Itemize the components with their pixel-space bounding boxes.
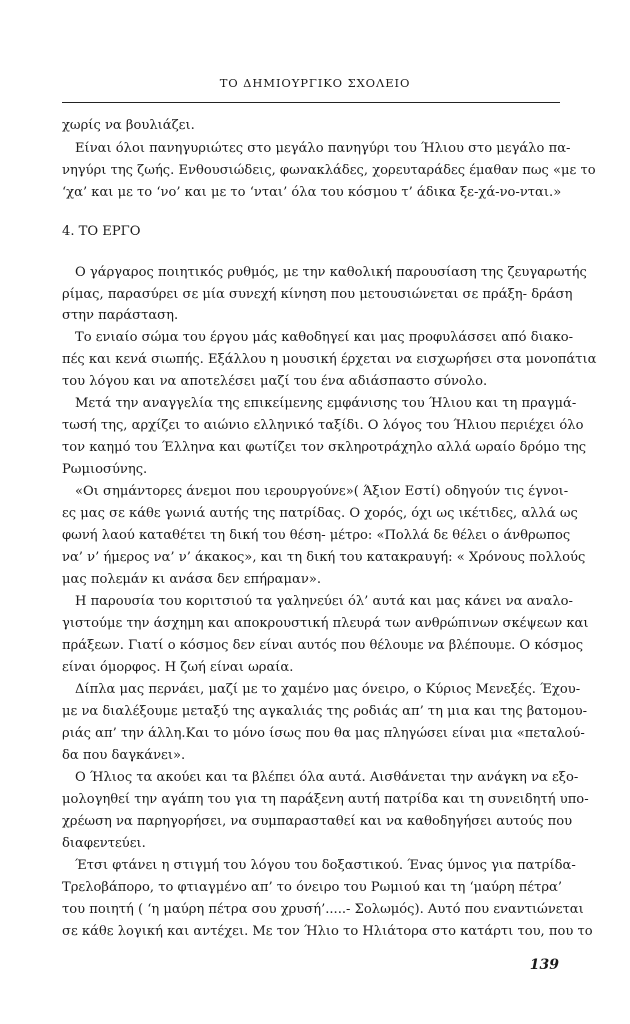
text-line: μολογηθεί την αγάπη του για τη παράξενη αυτή πατρίδα και τη συνειδητή υπο- xyxy=(62,792,589,807)
text-line: πές και κενά σιωπής. Εξάλλου η μουσική έρχεται να εισχωρήσει στα μονοπάτια xyxy=(62,352,597,367)
text-line: είναι όμορφος. Η ζωή είναι ωραία. xyxy=(62,660,294,675)
text-line: Ο γάργαρος ποιητικός ρυθμός, με την καθολική παρουσίαση της ζευγαρωτής xyxy=(75,265,587,280)
text-line: δα που δαγκάνει». xyxy=(62,748,186,763)
text-line: Δίπλα μας περνάει, μαζί με το χαμένο μας όνειρο, ο Κύριος Μενεξές. Έχου- xyxy=(75,682,581,697)
text-line: στην παράσταση. xyxy=(62,308,179,323)
text-line: με να διαλέξουμε μεταξύ της αγκαλιάς της ροδιάς απ’ τη μια και της βατομου- xyxy=(62,704,588,719)
text-line: ‘χα’ και με το ‘νο’ και με το ‘νται’ όλα του κόσμου τ’ άδικα ξε-χά-νο-νται.» xyxy=(62,185,562,200)
text-line: νηγύρι της ζωής. Ενθουσιώδεις, φωνακλάδες, χορευταράδες έμαθαν πως «με το xyxy=(62,163,596,178)
text-line: «Οι σημάντορες άνεμοι που ιερουργούνε»( Άξιον Εστί) οδηγούν τις έγνοι- xyxy=(75,484,569,499)
section-heading: 4. ΤΟ ΕΡΓΟ xyxy=(62,224,141,239)
text-line: του λόγου και να αποτελέσει μαζί του ένα αδιάσπαστο σύνολο. xyxy=(62,374,488,389)
text-line: Τρελοβάπορο, το φτιαγμένο απ’ το όνειρο του Ρωμιού και τη ‘μαύρη πέτρα’ xyxy=(62,880,563,895)
text-line: Μετά την αναγγελία της επικείμενης εμφάνισης του Ήλιου και τη πραγμά- xyxy=(75,396,577,411)
text-line: τωσή της, αρχίζει το αιώνιο ελληνικό ταξίδι. Ο λόγος του Ήλιου περιέχει όλο xyxy=(62,418,584,433)
text-line: ρίμας, παρασύρει σε μία συνεχή κίνηση που μετουσιώνεται σε πράξη- δράση xyxy=(62,287,573,302)
text-line: γιστούμε την άσχημη και αποκρουστική πλευρά των ανθρώπινων σκέψεων και xyxy=(62,616,589,631)
text-line: Το ενιαίο σώμα του έργου μάς καθοδηγεί και μας προφυλάσσει από διακο- xyxy=(75,330,574,345)
text-line: διαφεντεύει. xyxy=(62,836,146,851)
text-line: τον καημό του Έλληνα και φωτίζει τον σκληροτράχηλο αλλά ωραίο δρόμο της xyxy=(62,440,587,455)
text-line: ριάς απ’ την άλλη.Και το μόνο ίσως που θα μας πληγώσει είναι μια «πεταλού- xyxy=(62,726,585,741)
text-line: Ο Ήλιος τα ακούει και τα βλέπει όλα αυτά. Αισθάνεται την ανάγκη να εξο- xyxy=(75,770,579,785)
text-line: Η παρουσία του κοριτσιού τα γαληνεύει όλ’ αυτά και μας κάνει να αναλο- xyxy=(75,594,573,609)
text-line: Είναι όλοι πανηγυριώτες στο μεγάλο πανηγύρι του Ήλιου στο μεγάλο πα- xyxy=(75,141,571,156)
text-line: μας πολεμάν κι ανάσα δεν επήραμαν». xyxy=(62,572,322,587)
text-line: ες μας σε κάθε γωνιά αυτής της πατρίδας. Ο χορός, όχι ως ικέτιδες, αλλά ως xyxy=(62,506,578,521)
text-line: Ρωμιοσύνης. xyxy=(62,462,148,477)
text-line: χωρίς να βουλιάζει. xyxy=(62,118,195,133)
header-rule xyxy=(62,102,560,103)
text-line: χρέωση να παρηγορήσει, να συμπαρασταθεί και να καθοδηγήσει αυτούς που xyxy=(62,814,573,829)
text-line: φωνή λαού καταθέτει τη δική του θέση- μέτρο: «Πολλά δε θέλει ο άνθρωπος xyxy=(62,528,571,543)
text-line: σε κάθε λογική και αντέχει. Με τον Ήλιο το Ηλιάτορα στο κατάρτι του, που το xyxy=(62,924,593,939)
text-line: πράξεων. Γιατί ο κόσμος δεν είναι αυτός που θέλουμε να βλέπουμε. Ο κόσμος xyxy=(62,638,584,653)
running-header: ΤΟ ΔΗΜΙΟΥΡΓΙΚΟ ΣΧΟΛΕΙΟ xyxy=(219,76,411,90)
text-line: να’ ν’ ήμερος να’ ν’ άκακος», και τη δική του κατακραυγή: « Χρόνους πολλούς xyxy=(62,550,586,565)
text-line: του ποιητή ( ‘η μαύρη πέτρα σου χρυσή’.....- Σολωμός). Αυτό που εναντιώνεται xyxy=(62,902,584,917)
page-number: 139 xyxy=(529,957,559,973)
text-line: Έτσι φτάνει η στιγμή του λόγου του δοξαστικού. Ένας ύμνος για πατρίδα- xyxy=(75,858,576,873)
